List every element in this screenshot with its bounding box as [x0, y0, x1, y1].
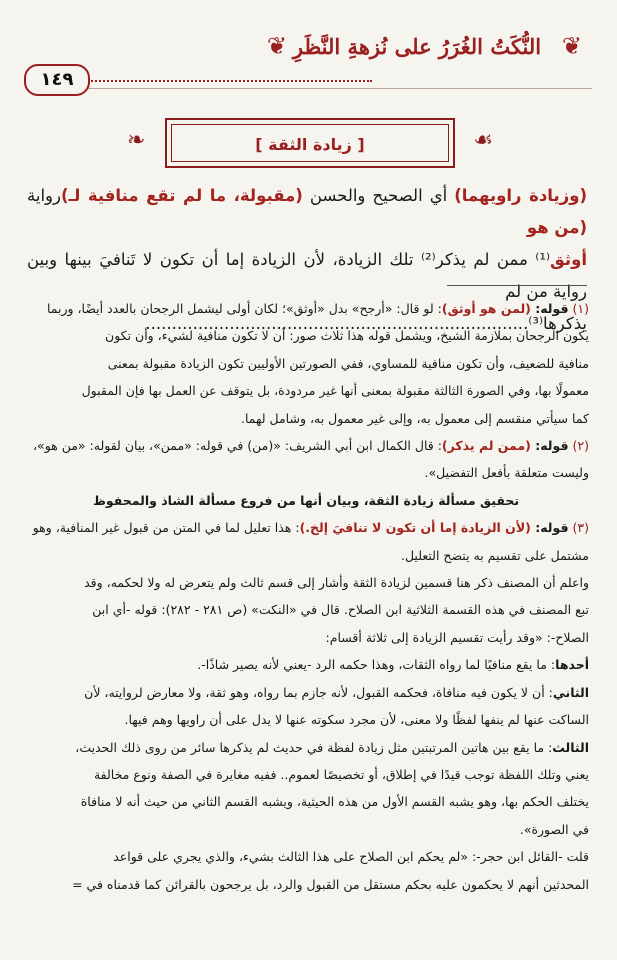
footnote-text: تبع المصنف في هذه القسمة الثلاثية ابن الصلاح. قال في «النكت» (ص ٢٨١ - ٢٨٢): قوله -أي ابن	[92, 602, 589, 618]
footnote-text: المحدثين أنهم لا يحكمون عليه بحكم مستقل من القبول والرد، بل يرجحون بالقرائن كما قدمناه في =	[72, 876, 589, 892]
running-title: النُّكَتُ الغُرَرُ على نُزهةِ النَّظَرِ	[292, 34, 542, 59]
footnote-heading: تحقيق مسألة زيادة الثقة، وبيان أنها من فروع مسألة الشاذ والمحفوظ	[92, 492, 520, 508]
footnote-line	[23, 843, 589, 870]
footnote-line	[23, 679, 589, 706]
section-heading-inner-frame	[171, 124, 449, 162]
footnote-line	[23, 322, 589, 349]
footnote-label: الثاني	[552, 684, 589, 700]
footnote-line	[23, 432, 589, 459]
footnote-line	[23, 761, 589, 788]
footnote-line	[23, 514, 589, 541]
footnote-text: يختلف الحكم بها، وهو يشبه القسم الأول من هذه الحيثية، ويشبه القسم الثاني من حيث أنه لا منافاة	[80, 794, 589, 810]
footnote-text: معمولًا بها، وفي الصورة الثالثة مقبولة بمعنى أنها غير مردودة، بل يتوقف عن العمل بها فإن المقبول	[81, 383, 589, 399]
section-heading-box	[127, 118, 493, 168]
footnote-quoted-phrase: (لأن الزيادة إما أن تكون لا تنافيَ إلخ.)	[299, 520, 531, 536]
footnote-number: (٢)	[568, 438, 589, 454]
footnote-text: يعني وتلك اللفظة توجب قيدًا في إطلاق، أو تخصيصًا لعموم.. ففيه مغايرة في الصفة ونوع مخالفة	[93, 766, 589, 782]
footnote-line	[23, 350, 589, 377]
footnote-text: قلت -القائل ابن حجر-: «لم يحكم ابن الصلاح على هذا الثالث بشيء، والذي يجري على قواعد	[113, 849, 589, 865]
ornament-icon: ☙	[473, 128, 493, 153]
footnote-text: : ما يقع منافيًا لما رواه الثقات، وهذا حكمه الرد -يعني لأنه يصير شاذًا-.	[197, 657, 556, 673]
section-heading: [ زيادة الثقة ]	[255, 135, 365, 154]
footnote-text: : ما يقع بين هاتين المرتبتين مثل زيادة لفظة في حديث لم يذكرها سائر من روى ذلك الحديث،	[75, 739, 553, 755]
ornament-icon: ❧	[127, 128, 146, 153]
commentary-text: رواية	[27, 186, 61, 205]
footnote-number: (٣)	[568, 520, 589, 536]
matn-phrase: (مقبولة، ما لم تقع منافية لـ)	[60, 186, 303, 205]
footnote-divider	[447, 285, 587, 286]
page-header	[24, 28, 592, 92]
footnote-line	[23, 734, 589, 761]
header-rule	[88, 88, 592, 89]
main-line	[27, 180, 587, 244]
footnote-line	[23, 569, 589, 596]
footnote-text: : قال الكمال ابن أبي الشريف: «(من) في قوله: «ممن»، بيان لقوله: «من هو»،	[33, 438, 442, 454]
footnote-text: مشتمل على تقسيم به يتضح التعليل.	[400, 547, 589, 563]
ornament-icon: ❦	[561, 32, 582, 60]
footnote-text: وليست متعلقة بأفعل التفضيل».	[424, 465, 589, 481]
footnote-line	[23, 377, 589, 404]
commentary-text: أي الصحيح والحسن	[302, 186, 455, 205]
footnote-line	[23, 816, 589, 843]
footnote-text: في الصورة».	[519, 821, 589, 837]
dotted-filler: ........................................................................	[145, 314, 524, 333]
footnotes	[23, 295, 589, 898]
matn-phrase: (من هو	[526, 218, 587, 237]
footnote-quoted-phrase: (لمن هو أوثق)	[441, 301, 531, 316]
footnote-label: الثالث	[552, 739, 589, 755]
footnote-label: قوله:	[530, 520, 569, 536]
commentary-text: ⁽¹⁾ ممن لم يذكر⁽²⁾ تلك الزيادة، لأن الزيادة إما أن تكون لا تَنافيَ بينها وبين رواية من لم	[27, 250, 587, 301]
page-number: ١٤٩	[24, 64, 90, 96]
footnote-line	[23, 788, 589, 815]
footnote-text: : أن لا يكون فيه منافاة، فحكمه القبول، لأنه جازم بما رواه، وهو ثقة، ولا معارض لروايته، لأن	[84, 684, 553, 700]
footnote-text: كما سيأتي منقسم إلى معمول به، وإلى غير معمول به، وشامل لهما.	[240, 410, 589, 426]
footnote-line	[23, 459, 589, 486]
footnote-line	[23, 871, 589, 898]
footnote-line	[23, 596, 589, 623]
footnote-label: أحدها	[555, 657, 589, 673]
footnote-line	[23, 624, 589, 651]
footnote-label: قوله:	[530, 301, 569, 316]
ornament-icon: ❦	[266, 32, 287, 60]
header-dotted-line	[88, 80, 372, 82]
footnote-line	[23, 542, 589, 569]
footnote-line	[23, 295, 589, 322]
matn-phrase: (وزيادة راويهما)	[454, 186, 587, 205]
footnote-quoted-phrase: (ممن لم يذكر)	[441, 438, 531, 454]
footnote-text: يكون الرجحان بملازمة الشيخ، ويشمل قوله هذا ثلاث صور: أن لا تكون منافية لشيء، وأن تكون	[105, 328, 589, 344]
footnote-text: الساكت عنها لم ينفها لفظًا ولا معنى، لأن مجرد سكوته عنها لا يدل على أن راويها وهم فيها.	[124, 712, 589, 728]
footnote-text: : هذا تعليل لما في المتن من قبول غير المنافية، وهو	[32, 520, 300, 536]
footnote-text: واعلم أن المصنف ذكر هنا قسمين لزيادة الثقة وأشار إلى قسم ثالث ولم يتعرض له ولا لحكمه، وقد	[84, 575, 589, 591]
footnote-number: (١)	[568, 301, 589, 316]
footnote-line	[23, 405, 589, 432]
commentary-text: يذكرها⁽³⁾.	[523, 314, 587, 333]
footnote-text: : لو قال: «أرجح» بدل «أوثق»؛ لكان أولى ليشمل الرجحان بالعدد أيضًا، وربما	[46, 301, 442, 316]
matn-phrase: أوثق	[550, 250, 587, 269]
footnote-label: قوله:	[530, 438, 569, 454]
footnote-line	[23, 651, 589, 678]
footnote-text: الصلاح-: «وقد رأيت تقسيم الزيادة إلى ثلاثة أقسام:	[325, 629, 589, 645]
footnote-line	[23, 706, 589, 733]
footnote-text: منافية للضعيف، وأن تكون منافية للمساوي، ففي الصورتين الأوليين تكون الزيادة مقبولة بمعنى	[107, 355, 589, 371]
